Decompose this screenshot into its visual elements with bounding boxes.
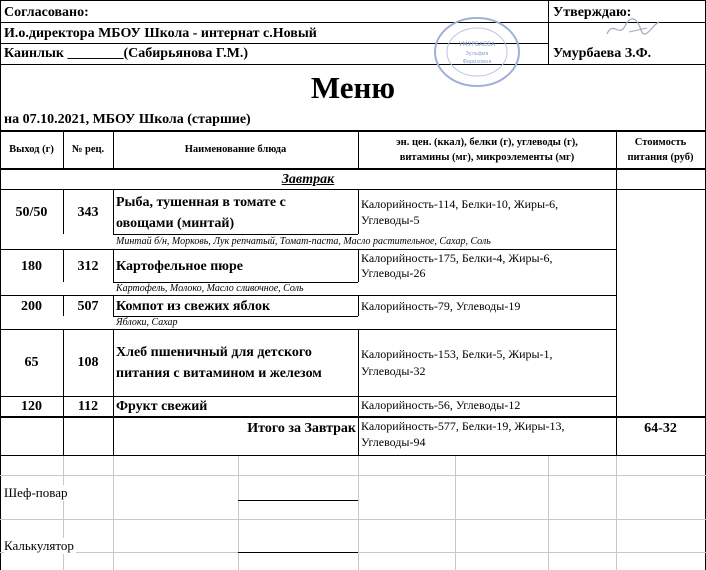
signature bbox=[603, 14, 663, 42]
row-5-dish: Фрукт свежий bbox=[116, 399, 208, 414]
total-nutrition-line2: Углеводы-94 bbox=[361, 435, 426, 449]
chef-signature-line bbox=[238, 500, 358, 501]
row-3-ingredients: Яблоки, Сахар bbox=[116, 317, 178, 328]
row-2-ingredients: Картофель, Молоко, Масло сливочное, Соль bbox=[116, 283, 304, 294]
col-header-cost-2: питания (руб) bbox=[627, 152, 694, 163]
calculator-signature-line bbox=[238, 552, 358, 553]
row-1-nutrition-line1: Калорийность-114, Белки-10, Жиры-6, bbox=[361, 197, 559, 211]
row-2-output: 180 bbox=[21, 259, 42, 274]
row-5-nutrition-line1: Калорийность-56, Углеводы-12 bbox=[361, 398, 521, 412]
col-header-nutrition-2: витамины (мг), микроэлементы (мг) bbox=[399, 152, 575, 163]
director-title: И.о.директора МБОУ Школа - интернат с.Новый bbox=[4, 26, 317, 41]
total-nutrition-line1: Калорийность-577, Белки-19, Жиры-13, bbox=[361, 419, 565, 433]
row-4-nutrition-line1: Калорийность-153, Белки-5, Жиры-1, bbox=[361, 347, 553, 361]
total-cost: 64-32 bbox=[644, 421, 677, 436]
row-1-output: 50/50 bbox=[15, 205, 48, 220]
row-2-recipe: 312 bbox=[77, 259, 99, 274]
col-header-output: Выход (г) bbox=[9, 144, 54, 155]
row-1-ingredients: Минтай б/н, Морковь, Лук репчатый, Томат-паста, Масло растительное, Сахар, Соль bbox=[116, 236, 491, 247]
meal-section-title: Завтрак bbox=[281, 172, 335, 187]
row-4-recipe: 108 bbox=[77, 355, 99, 370]
row-1-dish-line2: овощами (минтай) bbox=[116, 216, 235, 231]
director-signature-line: Каинлык ________(Сабирьянова Г.М.) bbox=[4, 46, 249, 61]
row-3-dish: Компот из свежих яблок bbox=[116, 299, 271, 314]
approver-name: Умурбаева З.Ф. bbox=[553, 46, 652, 61]
total-label: Итого за Завтрак bbox=[247, 421, 356, 436]
row-5-recipe: 112 bbox=[77, 399, 99, 414]
row-5-output: 120 bbox=[21, 399, 42, 414]
col-header-nutrition-1: эн. цен. (ккал), белки (г), углеводы (г), bbox=[396, 137, 578, 148]
row-4-nutrition-line2: Углеводы-32 bbox=[361, 364, 426, 378]
col-header-dish: Наименование блюда bbox=[184, 144, 287, 155]
row-2-nutrition-line1: Калорийность-175, Белки-4, Жиры-6, bbox=[361, 251, 553, 265]
chef-label: Шеф-повар bbox=[4, 485, 68, 500]
stamp-line-2: Зульфия bbox=[465, 51, 489, 57]
row-3-nutrition-line1: Калорийность-79, Углеводы-19 bbox=[361, 299, 521, 313]
row-3-output: 200 bbox=[21, 299, 42, 314]
row-4-output: 65 bbox=[24, 355, 39, 370]
row-3-recipe: 507 bbox=[77, 299, 99, 314]
row-4-dish-line1: Хлеб пшеничный для детского bbox=[116, 345, 312, 360]
approve-label: Утверждаю: bbox=[553, 5, 632, 20]
page-title: Меню bbox=[310, 70, 396, 105]
menu-subtitle: на 07.10.2021, МБОУ Школа (старшие) bbox=[4, 112, 251, 127]
row-1-recipe: 343 bbox=[77, 205, 99, 220]
stamp-line-1: УМУРБАЕВА bbox=[458, 41, 496, 48]
row-4-dish-line2: питания с витамином и железом bbox=[116, 366, 322, 381]
col-header-cost-1: Стоимость bbox=[634, 137, 687, 148]
stamp-line-3: Фаризовна bbox=[462, 59, 492, 65]
calculator-label: Калькулятор bbox=[4, 538, 74, 553]
row-2-nutrition-line2: Углеводы-26 bbox=[361, 266, 426, 280]
col-header-recipe: № рец. bbox=[71, 144, 105, 155]
row-1-nutrition-line2: Углеводы-5 bbox=[361, 213, 420, 227]
row-2-dish: Картофельное пюре bbox=[116, 259, 243, 274]
approval-label: Согласовано: bbox=[4, 5, 89, 20]
row-1-dish-line1: Рыба, тушенная в томате с bbox=[116, 195, 286, 210]
